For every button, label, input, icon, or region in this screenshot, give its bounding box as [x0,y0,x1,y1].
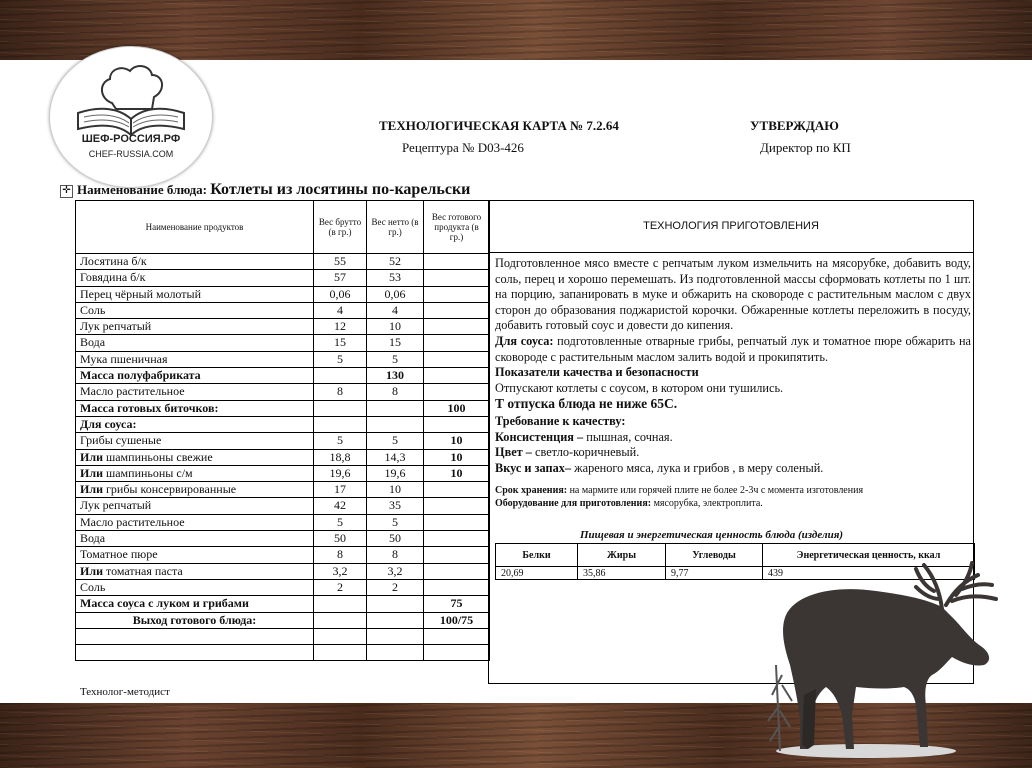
net-cell: 3,2 [367,563,424,579]
table-row [76,351,490,367]
net-cell: 4 [367,302,424,318]
ready-cell [424,270,490,286]
table-row [76,563,490,579]
net-cell: 52 [367,254,424,270]
gross-cell: 4 [314,302,367,318]
table-row [76,596,490,612]
table-row [76,384,490,400]
net-cell [367,612,424,628]
logo-text-en: CHEF-RUSSIA.COM [88,149,174,159]
table-row [76,416,490,432]
empty-cell [76,628,314,644]
ready-cell [424,368,490,384]
ingredient-name: Томатное пюре [76,547,314,563]
color: Цвет – светло-коричневый. [495,445,640,460]
ready-cell: 100/75 [424,612,490,628]
net-cell: 2 [367,579,424,595]
energy-kcal: 439 [763,567,975,580]
ready-cell [424,302,490,318]
net-cell: 14,3 [367,449,424,465]
ready-cell [424,498,490,514]
tech-paragraph-main: Подготовленное мясо вместе с репчатым луком измельчить на мясорубке, добавить воду, соль, перец и хорошо перемешать. Из подготовленной массы сформовать котлеты по 1 шт. на порцию, запанировать в муке и обжарить на сковороде с растительным маслом с двух сторон до образования поджаристой корочки. Обжаренные котлеты переложить в посуду, добавить готовый соус и довести до кипения. [495,256,971,333]
ingredient-name: Лосятина б/к [76,254,314,270]
gross-cell: 2 [314,579,367,595]
gross-cell: 50 [314,531,367,547]
energy-header-carbs: Углеводы [666,544,763,567]
ready-cell [424,547,490,563]
gross-cell: 3,2 [314,563,367,579]
ingredient-name: Масло растительное [76,514,314,530]
gross-cell: 0,06 [314,286,367,302]
net-cell: 8 [367,547,424,563]
table-row [76,482,490,498]
ready-cell [424,319,490,335]
net-cell: 10 [367,319,424,335]
ingredient-name: Грибы сушеные [76,433,314,449]
table-row [76,449,490,465]
gross-cell: 5 [314,351,367,367]
moose-illustration [756,555,1006,760]
gross-cell [314,612,367,628]
ingredient-name: Или шампиньоны с/м [76,465,314,481]
gross-cell [314,596,367,612]
dish-name-row [60,181,470,199]
header-ready: Вес готового продукта (в гр.) [424,201,490,254]
header-net: Вес нетто (в гр.) [367,201,424,254]
ingredient-name: Или грибы консервированные [76,482,314,498]
gross-cell: 8 [314,547,367,563]
ingredient-name: Масло растительное [76,384,314,400]
ingredient-name: Вода [76,335,314,351]
ready-cell [424,351,490,367]
table-row [76,531,490,547]
approve-label: УТВЕРЖДАЮ [750,118,839,133]
table-row [76,335,490,351]
net-cell: 5 [367,433,424,449]
net-cell [367,416,424,432]
technology-text [495,256,971,510]
gross-cell: 42 [314,498,367,514]
ready-cell: 10 [424,465,490,481]
gross-cell: 19,6 [314,465,367,481]
card-title: ТЕХНОЛОГИЧЕСКАЯ КАРТА № 7.2.64 [379,118,619,133]
ingredient-name: Масса соуса с луком и грибами [76,596,314,612]
ready-cell [424,563,490,579]
dish-name: Котлеты из лосятины по-карельски [210,181,471,198]
ingredient-name: Лук репчатый [76,319,314,335]
ingredient-name: Масса готовых биточков: [76,400,314,416]
table-row [76,465,490,481]
technology-header: ТЕХНОЛОГИЯ ПРИГОТОВЛЕНИЯ [488,200,974,253]
ready-cell: 100 [424,400,490,416]
ready-cell [424,482,490,498]
ingredient-name: Соль [76,579,314,595]
table-row [76,270,490,286]
gross-cell: 55 [314,254,367,270]
table-row [76,286,490,302]
ready-cell: 10 [424,449,490,465]
energy-header-protein: Белки [496,544,578,567]
table-row [76,319,490,335]
energy-header-kcal: Энергетическая ценность, ккал [763,544,975,567]
temp-text: Т отпуска блюда не ниже 65С. [495,396,678,412]
table-row [76,433,490,449]
energy-carbs: 9,77 [666,567,763,580]
gross-cell: 17 [314,482,367,498]
gross-cell [314,368,367,384]
net-cell [367,400,424,416]
ingredient-name: Мука пшеничная [76,351,314,367]
ready-cell [424,254,490,270]
ready-cell [424,384,490,400]
net-cell: 130 [367,368,424,384]
ready-cell: 75 [424,596,490,612]
gross-cell: 18,8 [314,449,367,465]
table-row [76,612,490,628]
table-row [76,302,490,318]
req-title: Требование к качеству: [495,413,626,428]
gross-cell [314,416,367,432]
gross-cell: 15 [314,335,367,351]
ready-cell: 10 [424,433,490,449]
energy-fat: 35,86 [578,567,666,580]
ingredient-name: Выход готового блюда: [76,612,314,628]
chef-russia-logo [49,46,213,188]
net-cell: 35 [367,498,424,514]
table-row [76,645,490,661]
ready-cell [424,579,490,595]
net-cell: 10 [367,482,424,498]
table-row [76,368,490,384]
ingredient-name: Масса полуфабриката [76,368,314,384]
storage: Срок хранения: на мармите или горячей плите не более 2-3ч с момента изготовления [495,485,864,497]
gross-cell: 5 [314,433,367,449]
net-cell: 53 [367,270,424,286]
empty-cell [76,645,314,661]
net-cell [367,596,424,612]
net-cell: 5 [367,351,424,367]
ingredient-name: Или томатная паста [76,563,314,579]
table-row [76,628,490,644]
gross-cell: 12 [314,319,367,335]
ready-cell [424,335,490,351]
ingredient-name: Соль [76,302,314,318]
taste: Вкус и запах– жареного мяса, лука и грибов , в меру соленый. [495,460,824,475]
header-product: Наименование продуктов [76,201,314,254]
chef-hat-book-icon [50,47,212,187]
consistency: Консистенция – пышная, сочная. [495,429,673,444]
table-row [76,254,490,270]
ready-cell [424,416,490,432]
table-row [76,547,490,563]
gross-cell: 57 [314,270,367,286]
gross-cell: 8 [314,384,367,400]
serve-text: Отпускают котлеты с соусом, в котором они тушились. [495,380,784,395]
ingredient-name: Перец чёрный молотый [76,286,314,302]
quality-title: Показатели качества и безопасности [495,365,699,380]
ingredients-header-row [76,201,490,254]
ingredient-name: Говядина б/к [76,270,314,286]
tech-paragraph-sauce: Для соуса: подготовленные отварные грибы, репчатый лук и томатное пюре обжарить на сковороде с растительным маслом залить водой и прокипятить. [495,333,971,364]
table-row [76,579,490,595]
ready-cell [424,286,490,302]
table-move-handle-icon[interactable]: ✛ [60,185,73,198]
ingredient-name: Лук репчатый [76,498,314,514]
net-cell: 15 [367,335,424,351]
gross-cell: 5 [314,514,367,530]
header-gross: Вес брутто (в гр.) [314,201,367,254]
net-cell: 8 [367,384,424,400]
gross-cell [314,400,367,416]
table-row [76,514,490,530]
net-cell: 5 [367,514,424,530]
net-cell: 0,06 [367,286,424,302]
energy-protein: 20,69 [496,567,578,580]
net-cell: 19,6 [367,465,424,481]
director-label: Директор по КП [760,140,851,155]
ingredient-name: Или шампиньоны свежие [76,449,314,465]
ready-cell [424,531,490,547]
ingredients-table [75,200,490,661]
technologist-label: Технолог-методист [80,686,170,698]
ingredient-name: Вода [76,531,314,547]
equipment: Оборудование для приготовления: мясорубка, электроплита. [495,498,763,510]
energy-title: Пищевая и энергетическая ценность блюда (изделия) [580,529,844,541]
ready-cell [424,514,490,530]
logo-text-ru: ШЕФ-РОССИЯ.РФ [81,133,181,145]
recipe-number: Рецептура № D03-426 [402,140,524,155]
table-row [76,400,490,416]
net-cell: 50 [367,531,424,547]
ingredient-name: Для соуса: [76,416,314,432]
table-row [76,498,490,514]
energy-header-fat: Жиры [578,544,666,567]
dish-label: Наименование блюда: [77,182,207,197]
